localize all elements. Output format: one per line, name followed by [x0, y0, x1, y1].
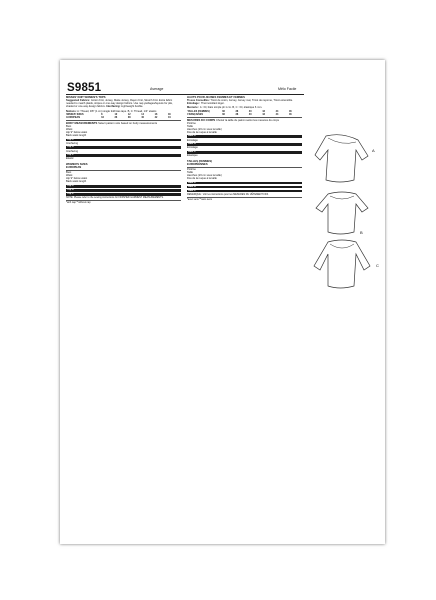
english-measure-labels-w: [66, 171, 181, 183]
size-cell: 18: [167, 112, 171, 116]
size-cell: 36: [114, 115, 118, 119]
french-footnote: *avec sens **sans sens: [187, 198, 212, 202]
french-measure-labels: [187, 122, 302, 134]
row-label: Élastique: [187, 154, 198, 158]
english-fabrics-text: Cotton Knit, Jersey, Matte Jersey, Rayon Knit, Stretch Knit. Extra fabric needed to match plaids, stripes or one-way design fabrics. Use nap yardages/layouts for pile, shaded or one-way design fabrics.: [66, 99, 173, 109]
measure-label: Hip 9" below waist: [66, 131, 88, 135]
english-bar-c-w: Top C: [66, 193, 181, 196]
measure-label: Poitrine: [187, 168, 196, 172]
english-finished-note: NOTE: Please refer to the sewing instructions for FINISHED GARMENT MEASUREMENTS.: [66, 196, 164, 200]
size-cell: 42: [262, 109, 265, 113]
french-title: HAUTS POUR JEUNES FEMMES ET FEMMES: [187, 96, 245, 99]
french-size-table: [187, 111, 302, 117]
size-cell: 34: [101, 115, 104, 119]
size-cell: 40: [141, 115, 144, 119]
size-row: [66, 117, 181, 120]
french-bar-a-w: Haut A: [187, 182, 302, 185]
measure-label: Hanches (23 cm sous la taille): [187, 174, 222, 178]
measure-label: Waist: [66, 128, 73, 132]
measure-label: Dos de la nuque à la taille: [187, 177, 217, 181]
measure-label: Hanches (23 cm sous la taille): [187, 128, 222, 132]
size-cell: 36: [222, 109, 225, 113]
measure-label: Hip 9" below waist: [66, 177, 88, 181]
row-label: Entoilage: [187, 138, 198, 142]
size-cell: 46: [288, 112, 292, 116]
size-cell: 38: [235, 112, 239, 116]
french-notions-text: A : Fil, biais simple pli 1 cm. B, C : Fil, élastique 6 mm.: [199, 106, 263, 110]
size-cell: 10: [114, 112, 118, 116]
size-row-label: MISSES' SIZES: [66, 112, 84, 116]
view-c-letter: C: [376, 263, 379, 268]
body-title-text: MESURES DU CORPS: [187, 118, 216, 122]
body-note-text: Choisir la taille du patron selon les mesures du corps: [215, 118, 280, 122]
size-row: [187, 114, 302, 117]
english-column: [66, 96, 181, 205]
french-bar-c: Haut C: [187, 151, 302, 154]
size-cell: 40: [248, 109, 252, 113]
french-bar-c-w: Haut C: [187, 190, 302, 193]
measure-label: Taille: [187, 124, 193, 128]
french-womens-title: TAILLES (FEMMES): [187, 159, 213, 163]
french-finished-note: REMARQUE : Voir les instructions pour les MESURES DU VÊTEMENT FINI.: [187, 193, 269, 197]
row-label: Entoilage: [187, 146, 198, 150]
size-row-label: TAILLES (FEMMES): [187, 109, 210, 113]
size-cell: 44: [275, 112, 279, 116]
english-bar-c: Top C: [66, 154, 181, 157]
view-a-letter: A: [372, 148, 375, 153]
english-title: MISSES' KNIT WOMEN'S TOPS: [66, 96, 106, 99]
row-label: Elastic: [66, 157, 74, 161]
french-fabrics-text: Tricot de coton, Jersey, Jersey mat, Tricot de rayonne, Tricot extensible.: [210, 99, 293, 103]
row-label: Interfacing: [66, 149, 79, 153]
difficulty-english: Average: [150, 87, 164, 91]
measure-label: Poitrine: [187, 121, 196, 125]
french-bar-b: Haut B: [187, 143, 302, 146]
english-notions-label: Notions:: [66, 109, 77, 113]
french-womens-euro: EUROPÉENNES: [187, 162, 208, 166]
body-title-text: BODY MEASUREMENTS: [66, 121, 98, 125]
english-interfacing-text: Lightweight fusible.: [121, 105, 144, 109]
english-footnote: *with nap **without nap: [66, 201, 91, 205]
size-cell: 44: [275, 109, 279, 113]
size-cell: 40: [248, 112, 252, 116]
measure-label: Bust: [66, 171, 72, 175]
size-cell: 14: [141, 112, 144, 116]
measure-label: Waist: [66, 174, 73, 178]
measure-label: Bust: [66, 124, 72, 128]
size-cell: 46: [288, 109, 292, 113]
measure-label: Dos de la nuque à la taille: [187, 131, 217, 135]
english-fabrics-label: Suggested Fabrics:: [66, 99, 91, 103]
english-womens-title: WOMEN'S SIZES: [66, 162, 88, 166]
size-row-label: EUROPEAN: [66, 115, 80, 119]
english-bar-a: Top A: [66, 139, 181, 142]
english-bar-b: Top B: [66, 146, 181, 149]
size-cell: 36: [222, 112, 225, 116]
size-cell: 8: [101, 112, 103, 116]
size-cell: 42: [262, 112, 265, 116]
english-notions-text: A: Thread, 3/8" (1 cm) single fold bias tape. B, C: Thread, 1/4" elastic.: [77, 109, 157, 113]
measure-label: Back waist length: [66, 134, 87, 138]
size-cell: 16: [154, 112, 158, 116]
french-interfacing-label: Entoilage :: [187, 102, 201, 106]
french-measure-labels-w: [187, 168, 302, 180]
pattern-number: S9851: [67, 82, 102, 94]
english-womens-euro: EUROPEAN: [66, 165, 82, 169]
measure-label: Back waist length: [66, 180, 87, 184]
size-cell: 42: [154, 115, 158, 119]
size-cell: 38: [235, 109, 239, 113]
french-interfacing-text: Thermocollant léger.: [200, 102, 225, 106]
view-a-sketch: [312, 130, 372, 188]
measure-label: Taille: [187, 171, 193, 175]
body-note-text: Select pattern size based on body measurements: [98, 121, 158, 125]
french-notions-label: Mercerie :: [187, 106, 200, 110]
size-cell: 44: [167, 115, 171, 119]
size-row-label: FRANÇAISES: [187, 112, 203, 116]
english-size-table: [66, 114, 181, 120]
english-measure-labels: [66, 125, 181, 137]
french-column: [187, 96, 302, 201]
french-fabrics: [187, 99, 302, 105]
french-fabrics-label: Tissus Conseillés:: [187, 99, 210, 103]
view-c-sketch: [312, 236, 374, 292]
english-interfacing-label: Interfacing:: [106, 105, 121, 109]
row-label: Interfacing: [66, 141, 79, 145]
french-bar-b-w: Haut B: [187, 186, 302, 189]
header-rule: [66, 94, 304, 95]
english-bar-b-w: Top B: [66, 189, 181, 192]
difficulty-french: Mêlo Facile: [278, 87, 297, 91]
english-fabrics: [66, 99, 181, 108]
size-cell: 12: [127, 112, 131, 116]
view-b-sketch: [312, 188, 372, 238]
french-bar-a: Haut A: [187, 135, 302, 138]
size-cell: 38: [127, 115, 131, 119]
pattern-back-page: [60, 60, 385, 544]
english-bar-a-w: Top A: [66, 185, 181, 188]
view-b-letter: B: [360, 230, 363, 235]
